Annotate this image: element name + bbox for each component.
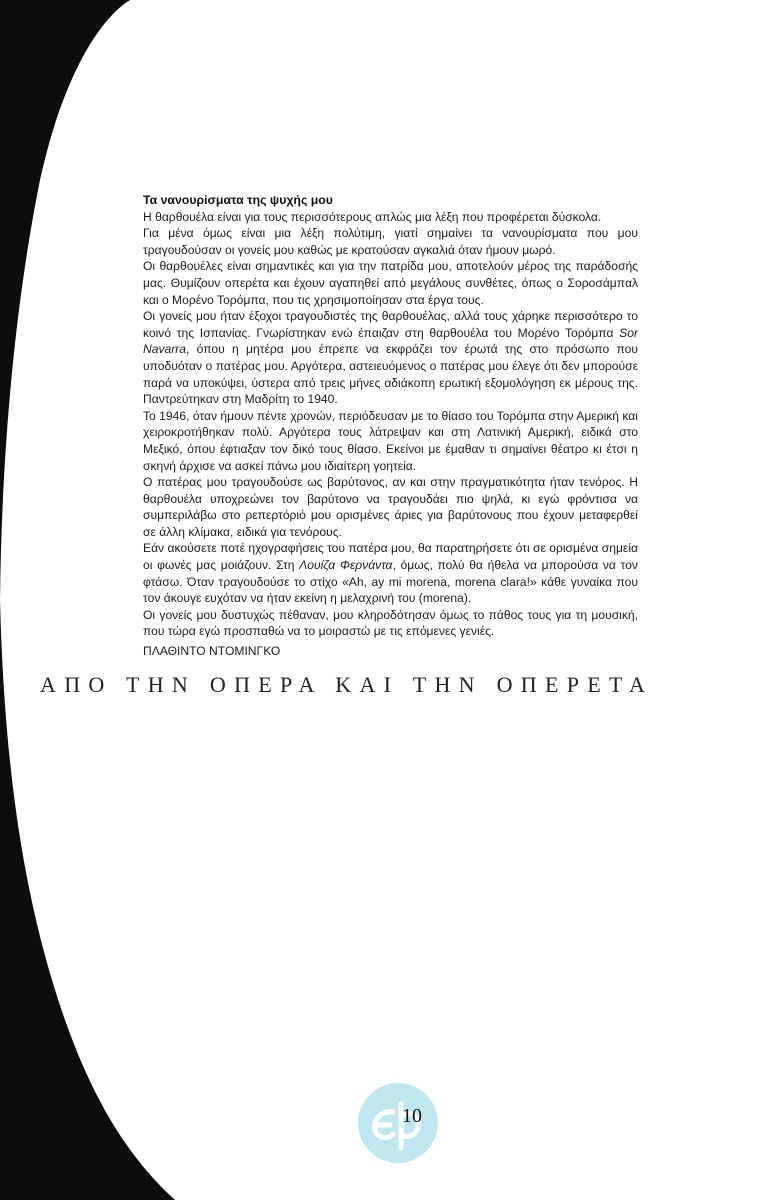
article-paragraph: Οι θαρθουέλες είναι σημαντικές και για την πατρίδα μου, αποτελούν μέρος της παράδοσής μας. Θυμίζουν οπερέτα και έχουν αγαπηθεί από μεγάλους συνθέτες, όπως ο Σοροσάμπαλ και ο Μορένο Τορόμπα, που τις χρησιμοποίησαν στα έργα τους. [143, 259, 638, 307]
article-paragraph: Ο πατέρας μου τραγουδούσε ως βαρύτονος, αν και στην πραγματικότητα ήταν τενόρος. Η θαρθουέλα υποχρεώνει τον βαρύτονο να τραγουδάει πιο ψηλά, κι εγώ φρόντισα να συμπεριλάβω στο ρεπερτόριό μου ορισμένες άριες για βαρύτονους που έχουν μεταφερθεί σε άλλη κλίμακα, ειδικά για τενόρους. [143, 475, 638, 539]
text-run: Οι γονείς μου ήταν έξοχοι τραγουδιστές της θαρθουέλας, αλλά τους χάρηκε περισσότερο το κοινό της Ισπανίας. Γνωρίστηκαν ενώ έπαιζαν στη θαρθουέλα του Μορένο Τορόμπα [143, 309, 638, 340]
text-run: Εάν ακούσετε ποτέ ηχογραφήσεις του πατέρα μου, θα παρατηρήσετε ότι σε ορισμένα σημεία οι φωνές μας μοιάζουν. Στη [143, 541, 638, 573]
article-paragraph [143, 308, 638, 408]
section-banner: ΑΠΟ ΤΗΝ ΟΠΕΡΑ ΚΑΙ ΤΗΝ ΟΠΕΡΕΤΑ [40, 672, 654, 697]
page-number: 10 [402, 1105, 422, 1127]
author-signature: ΠΛΑΘΙΝΤΟ ΝΤΟΜΙΝΓΚΟ [143, 644, 281, 659]
article-paragraph: Η θαρθουέλα είναι για τους περισσότερους απλώς μια λέξη που προφέρεται δύσκολα. [143, 209, 602, 224]
ef-monogram-logo-icon [357, 1082, 439, 1164]
article-heading: Τα νανουρίσματα της ψυχής μου [143, 193, 333, 207]
article [143, 192, 638, 660]
italic-title: Sor Navarra [143, 325, 638, 357]
article-paragraph: Για μένα όμως είναι μια λέξη πολύτιμη, γιατί σημαίνει τα νανουρίσματα που μου τραγουδούσαν οι γονείς μου καθώς με κρατούσαν αγκαλιά όταν ήμουν μωρό. [143, 226, 638, 257]
article-paragraph: Το 1946, όταν ήμουν πέντε χρονών, περιόδευσαν με το θίασο του Τορόμπα στην Αμερική και χειροκροτήθηκαν πολύ. Αργότερα τους λάτρεψαν και στη Λατινική Αμερική, ειδικά στο Μεξικό, όπου έφτιαξαν τον δικό τους θίασο. Εκείνοι με έμαθαν τι σημαίνει θέατρο κι έτσι η σκηνή άρχισε να ασκεί πάνω μου ιδιαίτερη γοητεία. [143, 408, 638, 473]
text-run: , όπου η μητέρα μου έπρεπε να εκφράζει τον έρωτά της στο πρόσωπο που υποδυόταν ο πατέρας μου. Αργότερα, αστειευόμενος ο πατέρας μου έλεγε ότι δεν μπορούσε παρά να υποκύψει, ύστερα από τρεις μήνες αδιάκοπη ερωτική εξομολόγηση εκ μέρους της. Παντρεύτηκαν στη Μαδρίτη το 1940. [143, 342, 638, 407]
logo-circle [358, 1083, 438, 1163]
article-paragraph: Οι γονείς μου δυστυχώς πέθαναν, μου κληροδότησαν όμως το πάθος τους για τη μουσική, που τώρα εγώ προσπαθώ να το μοιραστώ με τις επόμενες γενιές. [143, 607, 638, 639]
italic-title: Λουίζα Φερνάντα [299, 558, 393, 573]
text-run: , όμως, πολύ θα ήθελα να μπορούσα να τον φτάσω. Όταν τραγουδούσε το στίχο «Ah, ay mi morena, morena clara!» κάθε γυναίκα που τον άκουγε ευχόταν να ήταν εκείνη η μελαχρινή του (morena). [143, 558, 638, 606]
article-paragraph [143, 540, 638, 606]
